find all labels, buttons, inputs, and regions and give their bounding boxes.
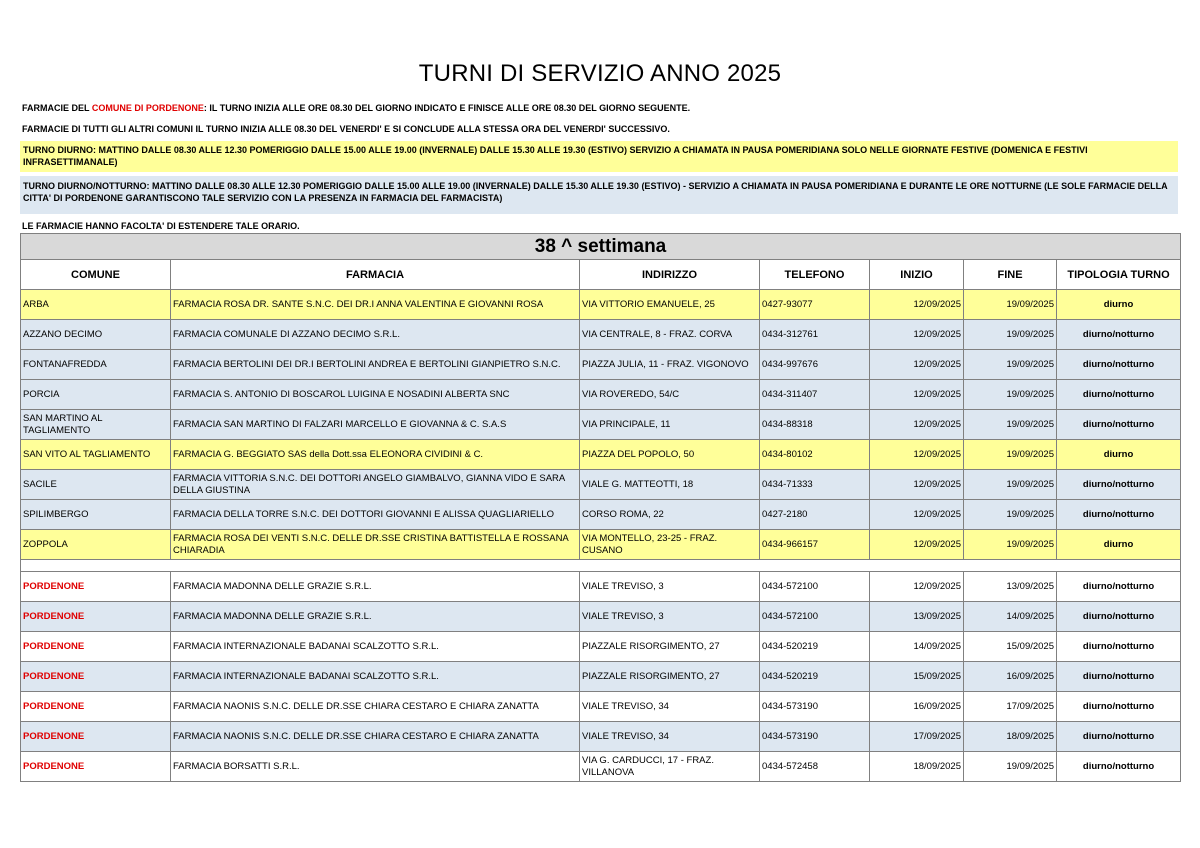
table-row [21, 440, 1181, 470]
cell-telefono: 0434-520219 [760, 632, 870, 662]
table-row [21, 722, 1181, 752]
column-header: INDIRIZZO [580, 260, 760, 290]
cell-comune: PORDENONE [21, 752, 171, 782]
table-row [21, 380, 1181, 410]
cell-comune: ZOPPOLA [21, 530, 171, 560]
cell-inizio: 12/09/2025 [870, 500, 964, 530]
column-header: FINE [964, 260, 1057, 290]
cell-indirizzo: VIA G. CARDUCCI, 17 - FRAZ. VILLANOVA [580, 752, 760, 782]
cell-comune: PORDENONE [21, 602, 171, 632]
cell-telefono: 0434-520219 [760, 662, 870, 692]
cell-telefono: 0434-997676 [760, 350, 870, 380]
table-row [21, 752, 1181, 782]
cell-fine: 15/09/2025 [964, 632, 1057, 662]
cell-fine: 18/09/2025 [964, 722, 1057, 752]
note-altri-comuni: FARMACIE DI TUTTI GLI ALTRI COMUNI IL TURNO INIZIA ALLE 08.30 DEL VENERDI' E SI CONCLUDE ALLA STESSA ORA DEL VENERDI' SUCCESSIVO. [22, 124, 670, 134]
cell-comune: ARBA [21, 290, 171, 320]
note-pordenone-prefix: FARMACIE DEL [22, 103, 92, 113]
cell-telefono: 0434-312761 [760, 320, 870, 350]
cell-indirizzo: VIALE TREVISO, 34 [580, 722, 760, 752]
cell-indirizzo: PIAZZALE RISORGIMENTO, 27 [580, 632, 760, 662]
cell-inizio: 13/09/2025 [870, 602, 964, 632]
table-row [21, 290, 1181, 320]
table-row [21, 662, 1181, 692]
note-turno-diurno-notturno: TURNO DIURNO/NOTTURNO: MATTINO DALLE 08.30 ALLE 12.30 POMERIGGIO DALLE 15.00 ALLE 19.00 (INVERNALE) DALLE 15.30 ALLE 19.30 (ESTIVO) - SERVIZIO A CHIAMATA IN PAUSA POMERIDIANA E DURANTE LE ORE NOTTURNE (LE SOLE FARMACIE DELLA CITTA' DI PORDENONE GARANTISCONO TALE SERVIZIO CON LA PRESENZA IN FARMACIA DEL FARMACISTA) [20, 176, 1178, 214]
table-spacer [21, 560, 1181, 572]
table-row [21, 500, 1181, 530]
cell-tipologia: diurno/notturno [1057, 572, 1181, 602]
cell-inizio: 12/09/2025 [870, 350, 964, 380]
cell-comune: PORDENONE [21, 632, 171, 662]
cell-farmacia: FARMACIA INTERNAZIONALE BADANAI SCALZOTTO S.R.L. [171, 662, 580, 692]
cell-indirizzo: VIALE G. MATTEOTTI, 18 [580, 470, 760, 500]
cell-inizio: 12/09/2025 [870, 320, 964, 350]
week-header: 38 ^ settimana [21, 234, 1181, 260]
turni-table [20, 233, 1181, 782]
cell-inizio: 12/09/2025 [870, 470, 964, 500]
cell-inizio: 14/09/2025 [870, 632, 964, 662]
cell-farmacia: FARMACIA COMUNALE DI AZZANO DECIMO S.R.L. [171, 320, 580, 350]
cell-inizio: 12/09/2025 [870, 410, 964, 440]
cell-fine: 17/09/2025 [964, 692, 1057, 722]
cell-telefono: 0434-572100 [760, 572, 870, 602]
cell-fine: 19/09/2025 [964, 410, 1057, 440]
cell-tipologia: diurno/notturno [1057, 470, 1181, 500]
cell-tipologia: diurno/notturno [1057, 602, 1181, 632]
cell-indirizzo: PIAZZALE RISORGIMENTO, 27 [580, 662, 760, 692]
cell-comune: SAN VITO AL TAGLIAMENTO [21, 440, 171, 470]
cell-tipologia: diurno/notturno [1057, 320, 1181, 350]
cell-fine: 19/09/2025 [964, 290, 1057, 320]
cell-telefono: 0434-572458 [760, 752, 870, 782]
cell-comune: PORDENONE [21, 722, 171, 752]
cell-tipologia: diurno [1057, 290, 1181, 320]
column-header: FARMACIA [171, 260, 580, 290]
cell-farmacia: FARMACIA ROSA DEI VENTI S.N.C. DELLE DR.SSE CRISTINA BATTISTELLA E ROSSANA CHIARADIA [171, 530, 580, 560]
cell-fine: 19/09/2025 [964, 470, 1057, 500]
cell-inizio: 12/09/2025 [870, 380, 964, 410]
column-header: INIZIO [870, 260, 964, 290]
cell-indirizzo: VIALE TREVISO, 3 [580, 572, 760, 602]
cell-comune: SAN MARTINO AL TAGLIAMENTO [21, 410, 171, 440]
cell-tipologia: diurno [1057, 440, 1181, 470]
cell-comune: AZZANO DECIMO [21, 320, 171, 350]
cell-indirizzo: PIAZZA JULIA, 11 - FRAZ. VIGONOVO [580, 350, 760, 380]
cell-indirizzo: VIALE TREVISO, 34 [580, 692, 760, 722]
cell-farmacia: FARMACIA INTERNAZIONALE BADANAI SCALZOTTO S.R.L. [171, 632, 580, 662]
cell-tipologia: diurno/notturno [1057, 410, 1181, 440]
cell-comune: PORCIA [21, 380, 171, 410]
cell-indirizzo: VIALE TREVISO, 3 [580, 602, 760, 632]
cell-telefono: 0434-71333 [760, 470, 870, 500]
cell-farmacia: FARMACIA G. BEGGIATO SAS della Dott.ssa ELEONORA CIVIDINI & C. [171, 440, 580, 470]
spacer-cell [21, 560, 1181, 572]
cell-farmacia: FARMACIA MADONNA DELLE GRAZIE S.R.L. [171, 602, 580, 632]
cell-fine: 19/09/2025 [964, 500, 1057, 530]
table-row [21, 320, 1181, 350]
table-row [21, 410, 1181, 440]
column-header: COMUNE [21, 260, 171, 290]
cell-telefono: 0434-573190 [760, 692, 870, 722]
column-header: TIPOLOGIA TURNO [1057, 260, 1181, 290]
cell-farmacia: FARMACIA S. ANTONIO DI BOSCAROL LUIGINA E NOSADINI ALBERTA SNC [171, 380, 580, 410]
cell-fine: 19/09/2025 [964, 380, 1057, 410]
cell-telefono: 0434-88318 [760, 410, 870, 440]
note-pordenone [22, 102, 690, 114]
cell-comune: SPILIMBERGO [21, 500, 171, 530]
cell-indirizzo: VIA MONTELLO, 23-25 - FRAZ. CUSANO [580, 530, 760, 560]
cell-inizio: 16/09/2025 [870, 692, 964, 722]
cell-fine: 19/09/2025 [964, 440, 1057, 470]
cell-telefono: 0427-2180 [760, 500, 870, 530]
cell-inizio: 12/09/2025 [870, 530, 964, 560]
cell-fine: 19/09/2025 [964, 530, 1057, 560]
cell-tipologia: diurno/notturno [1057, 722, 1181, 752]
cell-tipologia: diurno [1057, 530, 1181, 560]
cell-fine: 13/09/2025 [964, 572, 1057, 602]
cell-inizio: 12/09/2025 [870, 572, 964, 602]
cell-telefono: 0434-311407 [760, 380, 870, 410]
cell-fine: 19/09/2025 [964, 350, 1057, 380]
cell-tipologia: diurno/notturno [1057, 350, 1181, 380]
cell-indirizzo: VIA PRINCIPALE, 11 [580, 410, 760, 440]
cell-telefono: 0434-572100 [760, 602, 870, 632]
cell-comune: SACILE [21, 470, 171, 500]
cell-fine: 19/09/2025 [964, 320, 1057, 350]
cell-telefono: 0427-93077 [760, 290, 870, 320]
cell-comune: PORDENONE [21, 692, 171, 722]
cell-farmacia: FARMACIA MADONNA DELLE GRAZIE S.R.L. [171, 572, 580, 602]
cell-comune: PORDENONE [21, 662, 171, 692]
note-pordenone-highlight: COMUNE DI PORDENONE [91, 103, 204, 113]
cell-telefono: 0434-573190 [760, 722, 870, 752]
cell-farmacia: FARMACIA NAONIS S.N.C. DELLE DR.SSE CHIARA CESTARO E CHIARA ZANATTA [171, 692, 580, 722]
cell-fine: 19/09/2025 [964, 752, 1057, 782]
column-header: TELEFONO [760, 260, 870, 290]
cell-inizio: 12/09/2025 [870, 290, 964, 320]
cell-farmacia: FARMACIA VITTORIA S.N.C. DEI DOTTORI ANGELO GIAMBALVO, GIANNA VIDO E SARA DELLA GIUSTINA [171, 470, 580, 500]
note-facolta: LE FARMACIE HANNO FACOLTA' DI ESTENDERE TALE ORARIO. [22, 221, 300, 231]
cell-telefono: 0434-966157 [760, 530, 870, 560]
cell-indirizzo: VIA CENTRALE, 8 - FRAZ. CORVA [580, 320, 760, 350]
cell-inizio: 17/09/2025 [870, 722, 964, 752]
cell-inizio: 15/09/2025 [870, 662, 964, 692]
cell-farmacia: FARMACIA NAONIS S.N.C. DELLE DR.SSE CHIARA CESTARO E CHIARA ZANATTA [171, 722, 580, 752]
cell-tipologia: diurno/notturno [1057, 752, 1181, 782]
cell-fine: 16/09/2025 [964, 662, 1057, 692]
cell-inizio: 18/09/2025 [870, 752, 964, 782]
cell-telefono: 0434-80102 [760, 440, 870, 470]
table-row [21, 350, 1181, 380]
cell-tipologia: diurno/notturno [1057, 500, 1181, 530]
cell-indirizzo: VIA VITTORIO EMANUELE, 25 [580, 290, 760, 320]
cell-farmacia: FARMACIA BERTOLINI DEI DR.I BERTOLINI ANDREA E BERTOLINI GIANPIETRO S.N.C. [171, 350, 580, 380]
table-row [21, 470, 1181, 500]
table-row [21, 692, 1181, 722]
cell-tipologia: diurno/notturno [1057, 380, 1181, 410]
cell-inizio: 12/09/2025 [870, 440, 964, 470]
table-row [21, 530, 1181, 560]
cell-comune: PORDENONE [21, 572, 171, 602]
table-row [21, 602, 1181, 632]
table-row [21, 572, 1181, 602]
note-turno-diurno: TURNO DIURNO: MATTINO DALLE 08.30 ALLE 12.30 POMERIGGIO DALLE 15.00 ALLE 19.00 (INVERNALE) DALLE 15.30 ALLE 19.30 (ESTIVO) SERVIZIO A CHIAMATA IN PAUSA POMERIDIANA SOLO NELLE GIORNATE FESTIVE (DOMENICA E FESTIVI INFRASETTIMANALE) [20, 141, 1178, 172]
cell-fine: 14/09/2025 [964, 602, 1057, 632]
cell-indirizzo: CORSO ROMA, 22 [580, 500, 760, 530]
cell-comune: FONTANAFREDDA [21, 350, 171, 380]
cell-farmacia: FARMACIA DELLA TORRE S.N.C. DEI DOTTORI GIOVANNI E ALISSA QUAGLIARIELLO [171, 500, 580, 530]
cell-tipologia: diurno/notturno [1057, 662, 1181, 692]
page-title: TURNI DI SERVIZIO ANNO 2025 [418, 60, 782, 87]
cell-farmacia: FARMACIA ROSA DR. SANTE S.N.C. DEI DR.I ANNA VALENTINA E GIOVANNI ROSA [171, 290, 580, 320]
cell-tipologia: diurno/notturno [1057, 632, 1181, 662]
cell-farmacia: FARMACIA SAN MARTINO DI FALZARI MARCELLO E GIOVANNA & C. S.A.S [171, 410, 580, 440]
cell-indirizzo: PIAZZA DEL POPOLO, 50 [580, 440, 760, 470]
cell-farmacia: FARMACIA BORSATTI S.R.L. [171, 752, 580, 782]
note-pordenone-suffix: : IL TURNO INIZIA ALLE ORE 08.30 DEL GIORNO INDICATO E FINISCE ALLE ORE 08.30 DEL GIORNO SEGUENTE. [203, 103, 691, 113]
cell-tipologia: diurno/notturno [1057, 692, 1181, 722]
cell-indirizzo: VIA ROVEREDO, 54/C [580, 380, 760, 410]
table-row [21, 632, 1181, 662]
